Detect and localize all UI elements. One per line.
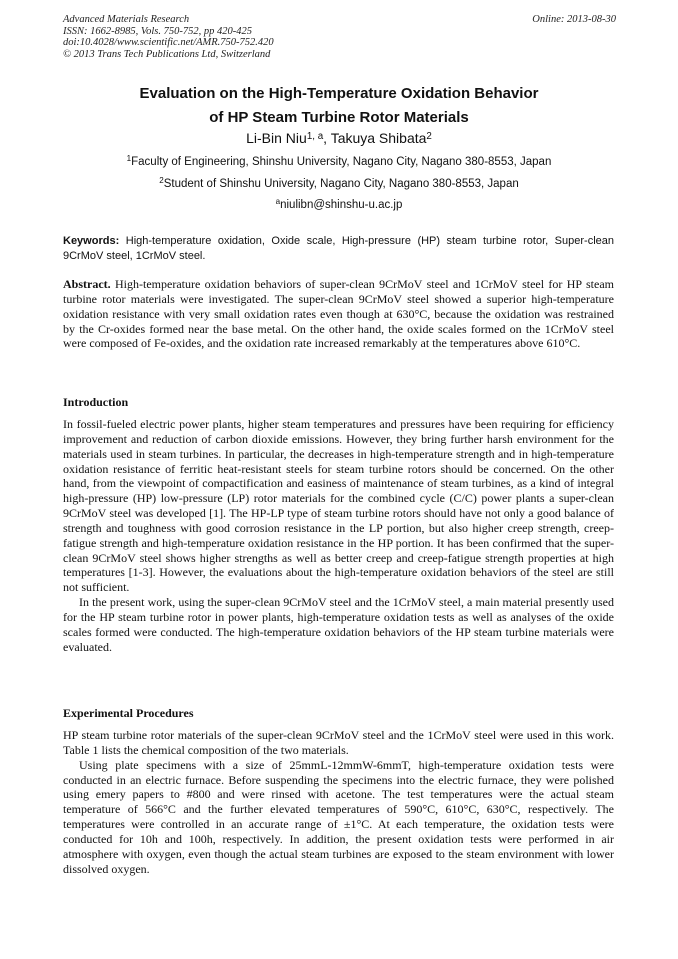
experimental-body (63, 728, 614, 876)
email-text: niulibn@shinshu-u.ac.jp (280, 199, 403, 211)
affiliation-2 (40, 176, 638, 192)
issn-line: ISSN: 1662-8985, Vols. 750-752, pp 420-425 (63, 25, 252, 37)
author-1-name: Li-Bin Niu (246, 130, 307, 146)
abstract-block (63, 277, 614, 351)
keywords-text: High-temperature oxidation, Oxide scale, High-pressure (HP) steam turbine rotor, Super-clean 9CrMoV steel, 1CrMoV steel. (63, 235, 614, 262)
introduction-heading: Introduction (63, 395, 129, 409)
paper-title (40, 82, 638, 130)
title-line-1: Evaluation on the High-Temperature Oxidation Behavior (139, 85, 539, 102)
experimental-heading: Experimental Procedures (63, 706, 194, 720)
author-2-affil-mark: 2 (426, 130, 432, 142)
author-list (40, 128, 638, 148)
affiliation-1-mark: 1 (126, 154, 132, 164)
experimental-paragraph-1: HP steam turbine rotor materials of the super-clean 9CrMoV steel and the 1CrMoV steel were used in this work. Table 1 lists the chemical composition of the two materials. (63, 728, 614, 757)
experimental-paragraph-2: Using plate specimens with a size of 25mmL-12mmW-6mmT, high-temperature oxidation tests were conducted in an electric furnace. Before suspending the specimens into the electric furnace, they were polished using emery papers to #800 and were rinsed with acetone. The test temperatures were the actual steam temperature of 566°C and the further elevated temperatures of 590°C, 610°C, 630°C, respectively. The temperatures were controlled in an accurate range of ±1°C. At each temperature, the oxidation tests were conducted for 10h and 100h, respectively. In addition, the present oxidation tests were performed in air atmosphere with oxygen, even though the actual steam turbines are exposed to the steam environment with lower dissolved oxygen. (63, 757, 614, 876)
title-line-2: of HP Steam Turbine Rotor Materials (209, 109, 469, 126)
introduction-paragraph-1: In fossil-fueled electric power plants, higher steam temperatures and pressures have been requiring for efficiency improvement and reduction of carbon dioxide emissions. However, they bring further harsh environment for the materials used in steam turbines. In particular, the decreases in high-temperature strength and in high-temperature oxidation resistance of ferritic heat-resistant steels for steam turbine rotors should be concerned. On the other hand, from the viewpoint of compactification and easiness of maintenance of steam turbines, as a kind of integral high-pressure (HP) low-pressure (LP) rotor materials for the combined cycle (C/C) power plants a super-clean 9CrMoV steel was developed [1]. The HP-LP type of steam turbine rotors should have not only a good balance of strength and toughness with good corrosion resistance in the LP portion, but also higher creep strength, creep-fatigue strength and high-temperature oxidation resistance in the HP portion. It has been confirmed that the super-clean 9CrMoV steel shows higher strengths as well as better creep and creep-fatigue strength properties at high temperatures [1-3]. However, the evaluations about the high-temperature oxidation behaviors of the steel are still not sufficient. (63, 417, 614, 595)
keywords-label: Keywords: (63, 235, 120, 247)
keywords-block (63, 234, 614, 264)
author-separator: , (323, 130, 331, 146)
introduction-paragraph-2: In the present work, using the super-clean 9CrMoV steel and the 1CrMoV steel, a main material presently used for the HP steam turbine rotor in power plants, high-temperature oxidation tests as well as analyses of the oxide scales formed were conducted. The high-temperature oxidation behaviors of the HP steam turbine materials were evaluated. (63, 595, 614, 654)
affiliation-2-mark: 2 (159, 176, 164, 186)
author-2-name: Takuya Shibata (330, 130, 427, 146)
affiliation-1 (40, 154, 638, 170)
abstract-label: Abstract. (63, 277, 111, 291)
abstract-text: High-temperature oxidation behaviors of super-clean 9CrMoV steel and 1CrMoV steel for HP steam turbine rotor materials were investigated. The super-clean 9CrMoV steel showed a superior high-temperature oxidation resistance with very small oxidation rates even though at 630°C, because the oxidation was restrained by the Cr-oxides formed near the base metal. On the other hand, the oxide scales formed on the 1CrMoV steel were composed of Fe-oxides, and the oxidation rate increased remarkably at the temperatures above 610°C. (63, 277, 614, 351)
affiliation-1-text: Faculty of Engineering, Shinshu University, Nagano City, Nagano 380-8553, Japan (131, 156, 552, 168)
author-email (40, 197, 638, 213)
journal-header (63, 14, 616, 60)
affiliation-2-text: Student of Shinshu University, Nagano City, Nagano 380-8553, Japan (163, 178, 519, 190)
introduction-body (63, 417, 614, 655)
journal-name: Advanced Materials Research (63, 14, 190, 25)
doi-line: doi:10.4028/www.scientific.net/AMR.750-752.420 (63, 37, 274, 48)
copyright-line: © 2013 Trans Tech Publications Ltd, Switzerland (63, 48, 271, 60)
author-1-affil-mark: 1, a (306, 130, 324, 142)
email-mark: a (275, 197, 281, 207)
online-date: Online: 2013-08-30 (532, 14, 616, 25)
